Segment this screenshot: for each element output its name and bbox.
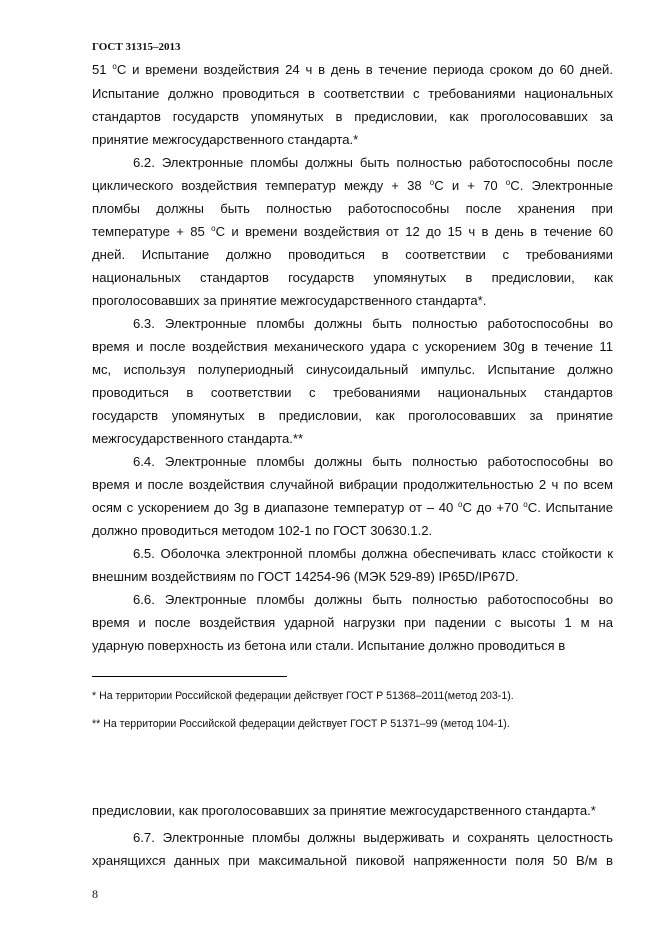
text-line: 51 $^o$С и времени воздействия 24 ч в день в течение периода сроком до 60 дней. (92, 62, 614, 77)
text-line: осям с ускорением до 3g в диапазоне температур от – 40 $^о$С до +70 $^о$С. Испытание (92, 500, 613, 515)
paragraph-6-3-start: 6.3. Электронные пломбы должны быть полностью работоспособны во (133, 316, 613, 331)
page-number: 8 (92, 887, 98, 901)
paragraph-6-7-start: 6.7. Электронные пломбы должны выдерживать и сохранять целостность (133, 830, 613, 845)
text-line: внешним воздействиям по ГОСТ 14254-96 (МЭК 529-89) IP65D/IP67D. (92, 569, 519, 584)
text-line: время и после воздействия механического удара с ускорением 30g в течение 11 (92, 339, 613, 354)
text-line: мс, используя полупериодный синусоидальный импульс. Испытание должно (92, 362, 613, 377)
footnote-separator (92, 676, 287, 677)
paragraph-6-2-start: 6.2. Электронные пломбы должны быть полностью работоспособны после (133, 155, 613, 170)
text-line: дней. Испытание должно проводиться в соответствии с требованиями (92, 247, 613, 262)
text-line: температуре + 85 $^о$С и времени воздействия от 12 до 15 ч в день в течение 60 (92, 224, 614, 239)
footnote-2: ** На территории Российской федерации действует ГОСТ Р 51371–99 (метод 104-1). (92, 718, 510, 730)
text-line: проводиться в соответствии с требованиями национальных стандартов (92, 385, 613, 400)
paragraph-6-6-start: 6.6. Электронные пломбы должны быть полностью работоспособны во (133, 592, 613, 607)
text-line: национальных стандартов государств упомянутых в предисловии, как (92, 270, 613, 285)
text-line: Испытание должно проводиться в соответствии с требованиями национальных (92, 86, 613, 101)
text-line: время и после воздействия случайной вибрации продолжительностью 2 ч по всем (92, 477, 613, 492)
text-line: пломбы должны быть полностью работоспособны после хранения при (92, 201, 613, 216)
text-line: хранящихся данных при максимальной пиковой напряженности поля 50 В/м в (92, 853, 613, 868)
text-line: государств упомянутых в предисловии, как проголосовавших за принятие (92, 408, 613, 423)
text-line: время и после воздействия ударной нагрузки при падении с высоты 1 м на (92, 615, 613, 630)
footnote-1: * На территории Российской федерации действует ГОСТ Р 51368–2011(метод 203-1). (92, 690, 514, 702)
text-line: проголосовавших за принятие межгосударственного стандарта*. (92, 293, 487, 308)
text-line: принятие межгосударственного стандарта.* (92, 132, 359, 147)
text-line: ударную поверхность из бетона или стали. Испытание должно проводиться в (92, 638, 566, 653)
document-header: ГОСТ 31315–2013 (92, 41, 181, 53)
text-line: должно проводиться методом 102-1 по ГОСТ 30630.1.2. (92, 523, 433, 538)
paragraph-6-5-start: 6.5. Оболочка электронной пломбы должна обеспечивать класс стойкости к (133, 546, 613, 561)
paragraph-6-4-start: 6.4. Электронные пломбы должны быть полностью работоспособны во (133, 454, 613, 469)
text-line: циклического воздействия температур между + 38 $^о$С и + 70 $^о$С. Электронные (92, 178, 613, 193)
text-line: стандартов государств упомянутых в предисловии, как проголосовавших за (92, 109, 613, 124)
text-line: предисловии, как проголосовавших за принятие межгосударственного стандарта.* (92, 803, 596, 818)
text-line: межгосударственного стандарта.** (92, 431, 304, 446)
